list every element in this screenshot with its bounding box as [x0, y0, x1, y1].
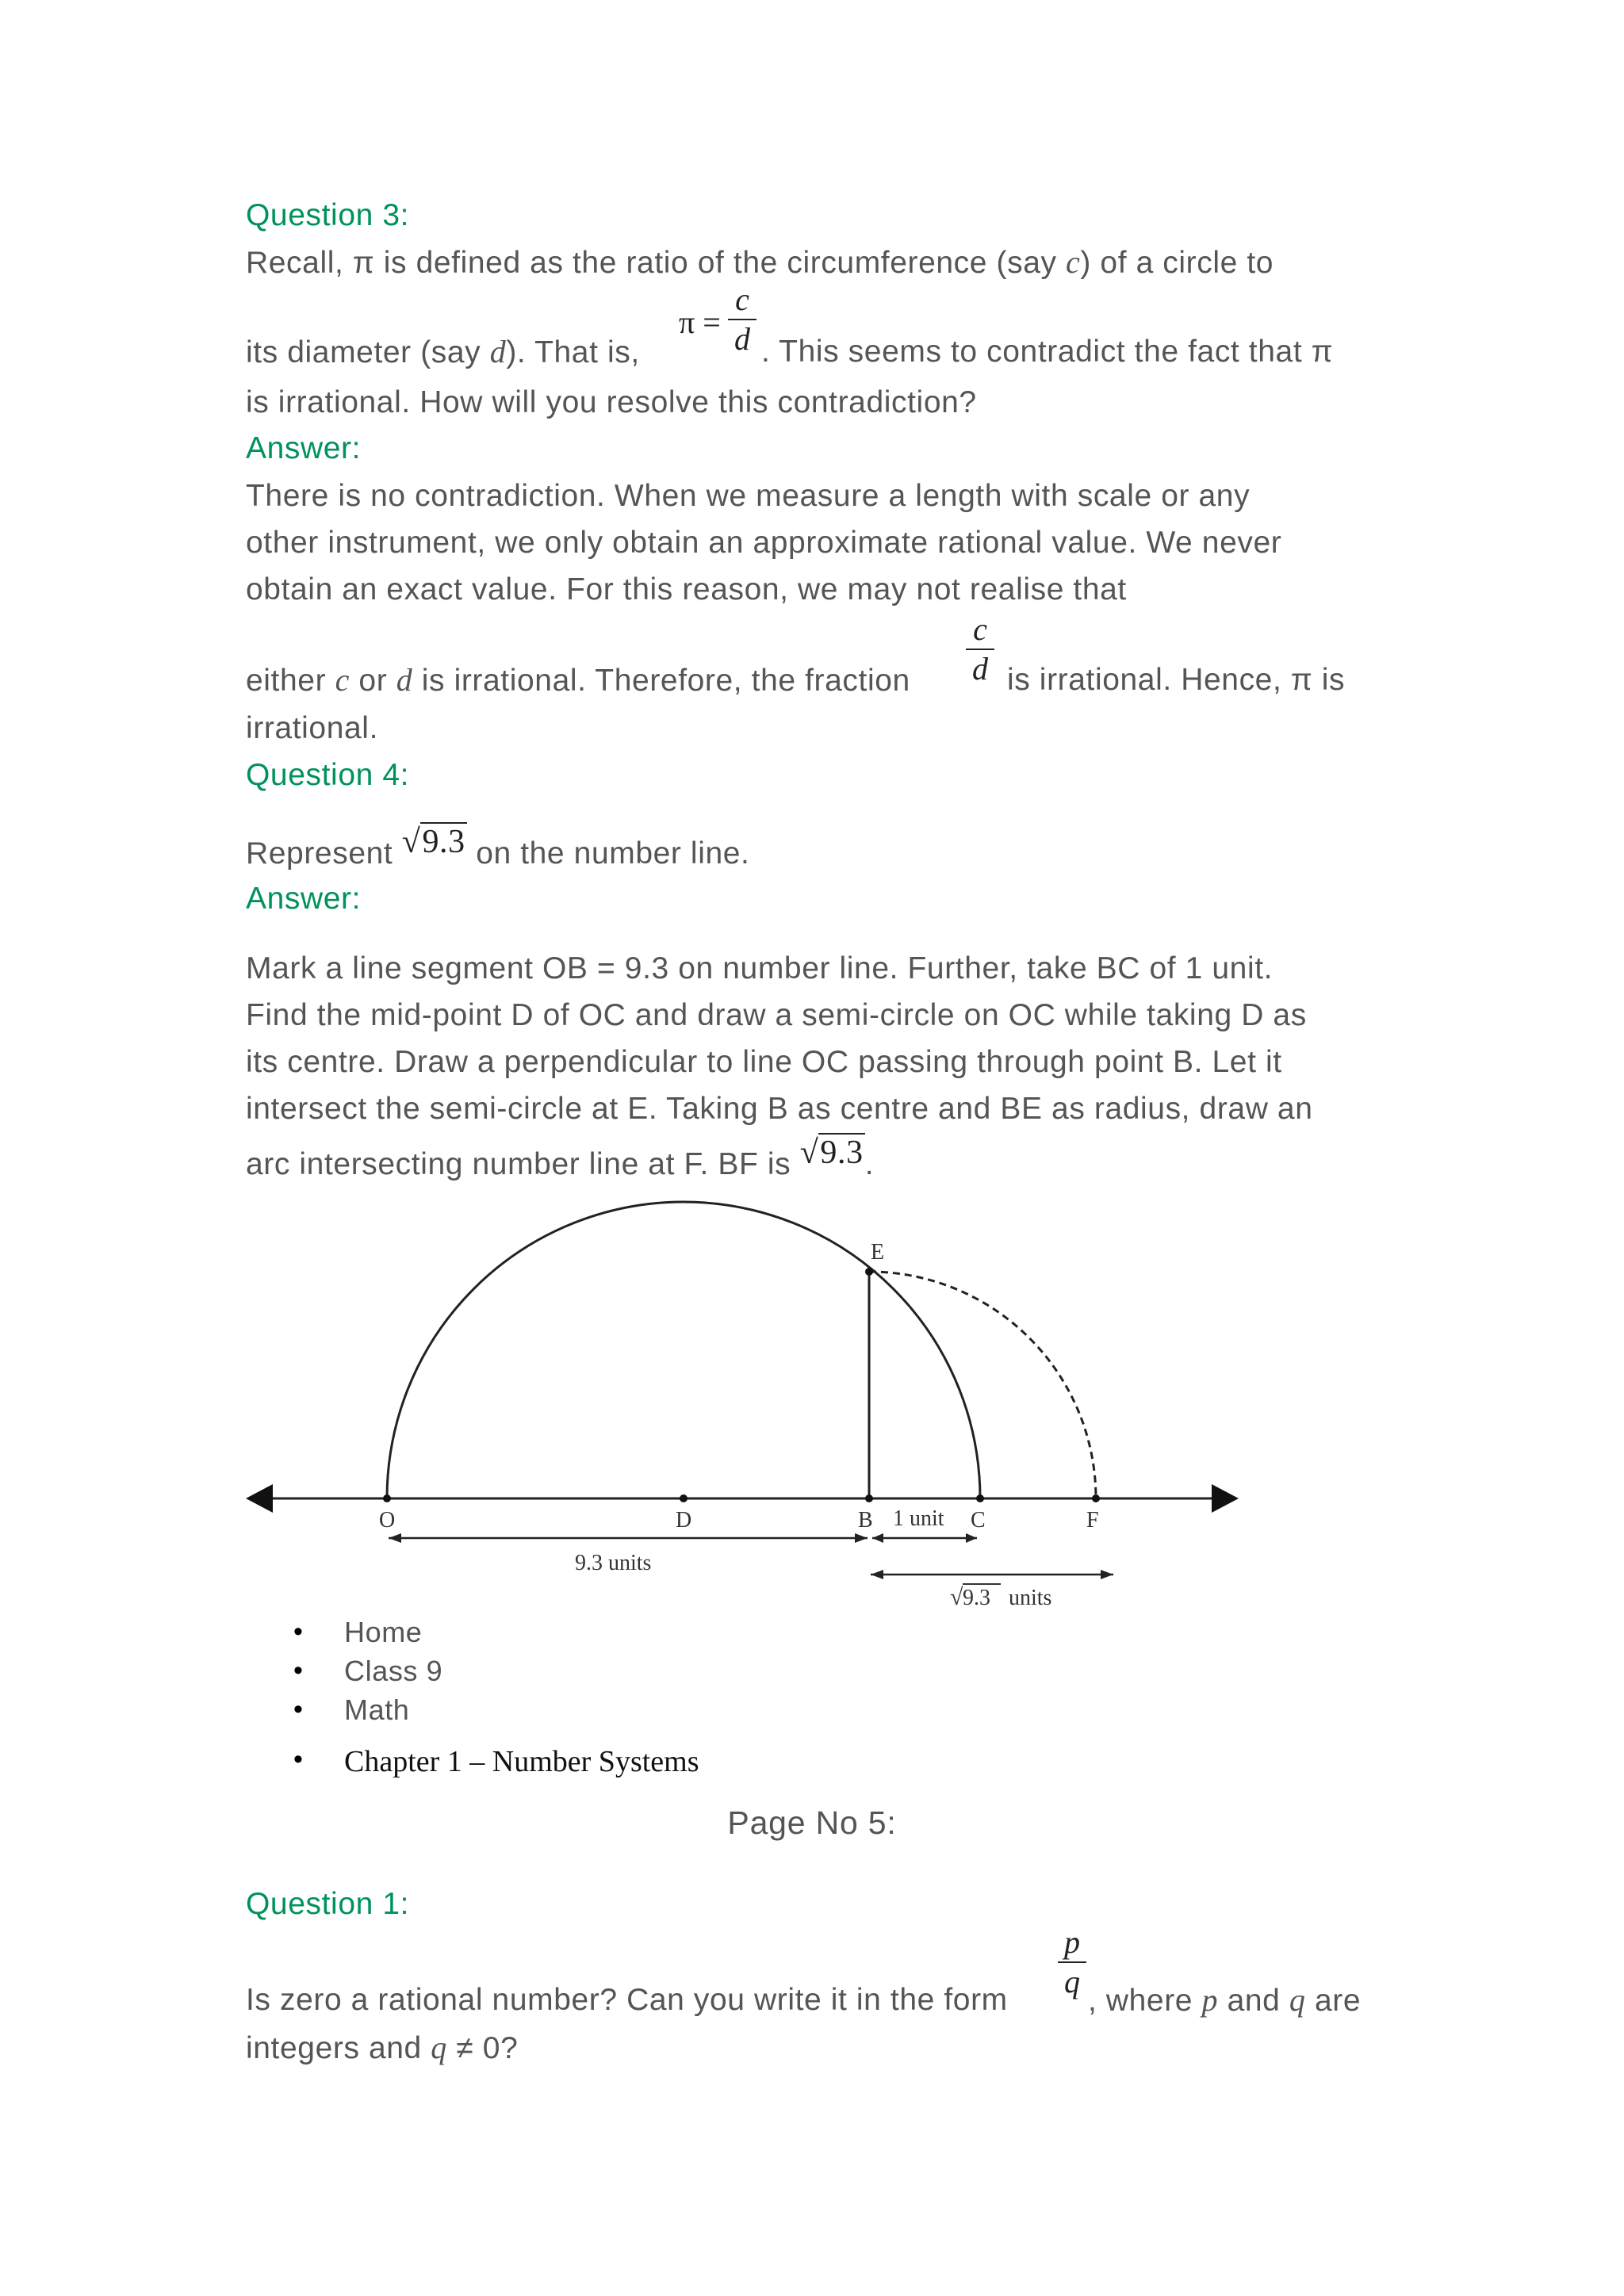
label-bf-units: units	[1009, 1586, 1052, 1610]
point-e	[865, 1268, 873, 1276]
answer-4-line-2: Find the mid-point D of OC and draw a semi-circle on OC while taking D as	[246, 998, 1307, 1032]
point-c	[976, 1494, 984, 1502]
label-one-unit: 1 unit	[893, 1506, 944, 1531]
label-b: B	[858, 1508, 873, 1533]
nav-item-home[interactable]: • Home	[293, 1613, 442, 1651]
question-4-line-1: Represent √9.3 on the number line.	[246, 824, 750, 871]
label-bf-sqrt: √	[950, 1584, 963, 1610]
left-arrowhead	[246, 1484, 273, 1513]
sqrt-9-3-inline: √9.3	[799, 1135, 864, 1171]
pi-formula-fraction: c d	[728, 282, 756, 357]
point-d	[680, 1494, 688, 1502]
label-f: F	[1086, 1508, 1099, 1533]
label-o: O	[379, 1508, 396, 1533]
question-1-line-2: integers and q ≠ 0?	[246, 2030, 519, 2065]
point-o	[383, 1494, 391, 1502]
question-1-line-1: Is zero a rational number? Can you write it in the form	[246, 1983, 1008, 2017]
point-f	[1092, 1494, 1100, 1502]
question-3-line-2: its diameter (say d). That is,	[246, 334, 640, 369]
semicircle	[387, 1202, 980, 1498]
answer-4-line-3: its centre. Draw a perpendicular to line OC passing through point B. Let it	[246, 1045, 1282, 1079]
question-3-line-1: Recall, π is defined as the ratio of the circumference (say c) of a circle to	[246, 244, 1274, 280]
nav-item-math[interactable]: • Math	[293, 1690, 442, 1729]
point-b	[865, 1494, 873, 1502]
label-bf-radicand: 9.3	[963, 1586, 990, 1610]
question-3-line-3: is irrational. How will you resolve this contradiction?	[246, 385, 977, 419]
question-1-line-1-end: , where p and q are	[1088, 1982, 1362, 2018]
answer-4-line-4: intersect the semi-circle at E. Taking B as centre and BE as radius, draw an	[246, 1092, 1313, 1126]
label-e: E	[871, 1240, 885, 1265]
question-4-heading: Question 4:	[246, 758, 410, 792]
right-arrowhead	[1212, 1484, 1239, 1513]
answer-3-fraction: c d	[966, 612, 994, 687]
answer-3-line-3: obtain an exact value. For this reason, we may not realise that	[246, 572, 1127, 607]
sqrt-9-3: √9.3	[401, 824, 465, 860]
number-line-diagram	[238, 1189, 1253, 1617]
arc-ef	[869, 1272, 1096, 1498]
question-3-heading: Question 3:	[246, 198, 410, 232]
answer-3-line-4: either c or d is irrational. Therefore, the fraction	[246, 662, 910, 698]
answer-4-line-5: arc intersecting number line at F. BF is √9.3.	[246, 1135, 875, 1181]
label-d: D	[676, 1508, 692, 1533]
nav-item-class-9[interactable]: • Class 9	[293, 1651, 442, 1690]
question-3-line-2-end: . This seems to contradict the fact that π	[761, 335, 1334, 369]
answer-4-heading: Answer:	[246, 882, 362, 916]
page-number: Page No 5:	[727, 1804, 897, 1841]
nav-item-chapter[interactable]: • Chapter 1 – Number Systems	[293, 1744, 699, 1779]
answer-3-line-4-end: is irrational. Hence, π is	[1007, 663, 1346, 697]
question-1-heading: Question 1:	[246, 1887, 410, 1921]
answer-3-line-5: irrational.	[246, 711, 378, 745]
answer-4-line-1: Mark a line segment OB = 9.3 on number line. Further, take BC of 1 unit.	[246, 951, 1274, 985]
breadcrumb-list	[293, 1613, 442, 1729]
question-1-fraction: p q	[1058, 1925, 1086, 1999]
label-ob: 9.3 units	[575, 1551, 652, 1575]
answer-3-line-1: There is no contradiction. When we measure a length with scale or any	[246, 479, 1251, 513]
answer-3-heading: Answer:	[246, 431, 362, 465]
label-c: C	[971, 1508, 986, 1533]
pi-formula-lhs: π =	[679, 304, 721, 340]
answer-3-line-2: other instrument, we only obtain an approximate rational value. We never	[246, 526, 1282, 560]
